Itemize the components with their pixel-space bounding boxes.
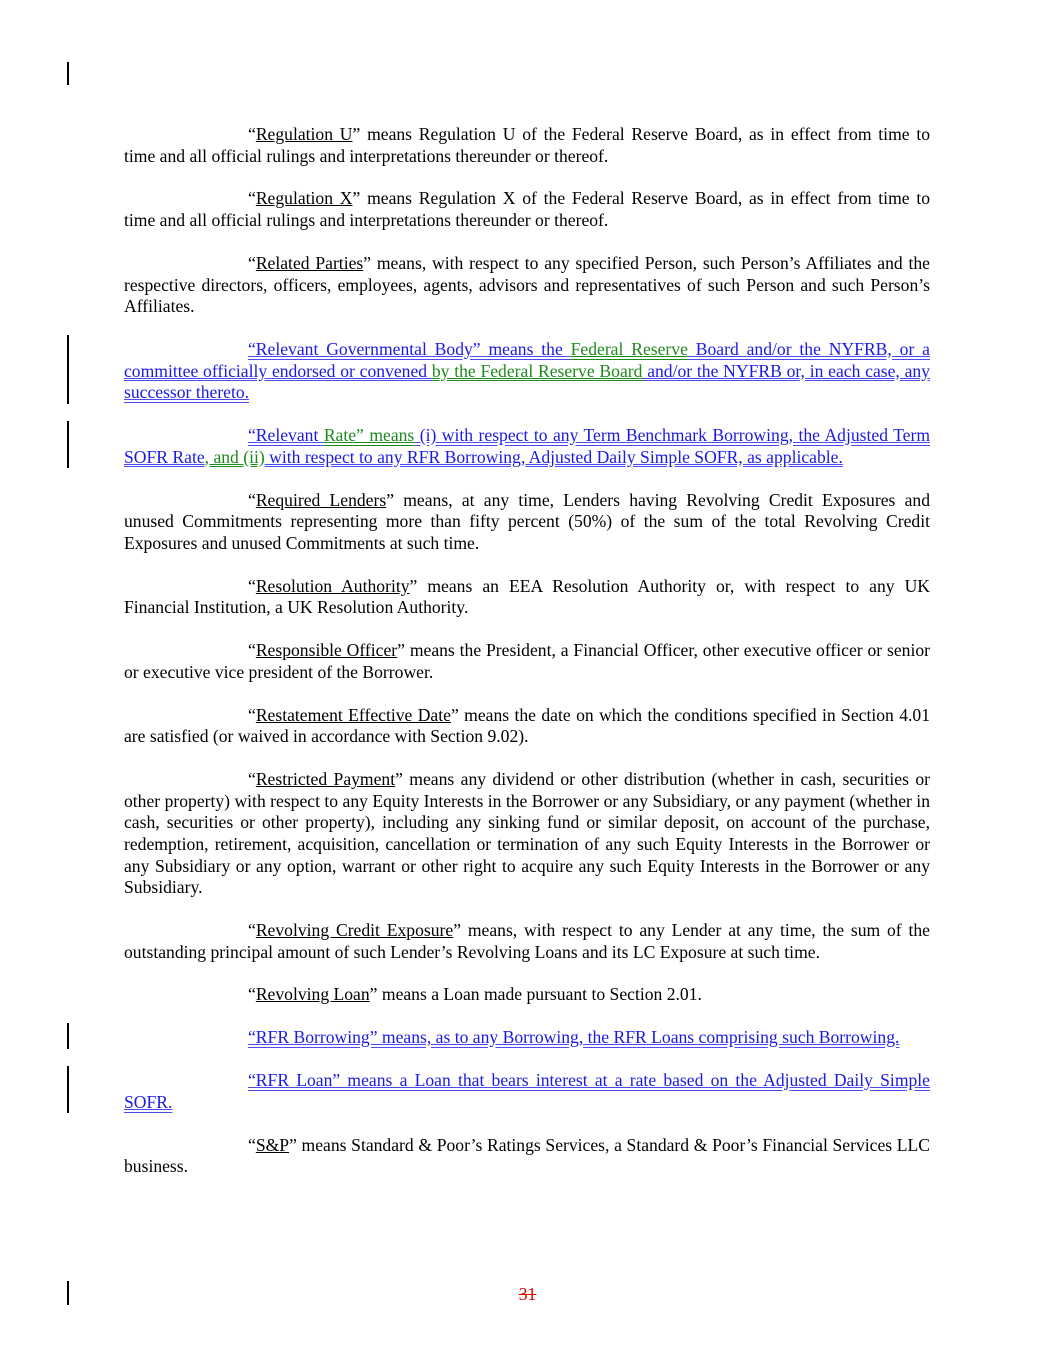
- definition-text: “: [248, 920, 256, 940]
- change-bar: [67, 421, 69, 468]
- inserted-text: “Relevant Governmental Body” means the: [248, 339, 571, 360]
- definition-text: ” means Standard & Poor’s Ratings Services, a Standard & Poor’s Financial Services LLC business.: [124, 1134, 930, 1177]
- definition-text: ” means the President, a Financial Officer, other executive officer or senior or executive vice president of the Borrower.: [124, 640, 930, 682]
- definition-paragraph: [124, 1135, 930, 1178]
- moved-text: , and (ii): [204, 446, 265, 467]
- definition-text: ” means an EEA Resolution Authority or, with respect to any UK Financial Institution, a UK Resolution Authority.: [124, 575, 930, 618]
- moved-text: Federal Reserve: [570, 339, 688, 360]
- definition-text: ” means Regulation U of the Federal Reserve Board, as in effect from time to time and all official rulings and interpretations thereunder or thereof.: [124, 124, 931, 166]
- definition-text: “: [248, 575, 256, 596]
- defined-term: Revolving Credit Exposure: [255, 920, 454, 940]
- moved-text: Rate” means: [323, 425, 415, 446]
- defined-term: Restricted Payment: [255, 769, 396, 790]
- definition-paragraph: [124, 984, 930, 1006]
- definition-text: ” means a Loan made pursuant to Section 2.01.: [369, 984, 702, 1005]
- definition-text: ” means, with respect to any specified Person, such Person’s Affiliates and the respective directors, officers, employees, agents, advisors and representatives of such Person and such Person’s Affiliates.: [124, 252, 930, 317]
- definition-paragraph: [124, 769, 930, 899]
- inserted-text: Board and/or the NYFRB, or a committee officially endorsed or convened: [124, 339, 930, 381]
- definition-paragraph: [124, 705, 930, 748]
- document-body: [124, 124, 930, 1199]
- inserted-text: “Relevant: [248, 425, 324, 446]
- page-number: 31: [518, 1284, 537, 1304]
- defined-term: Required Lenders: [255, 489, 387, 510]
- inserted-definition-paragraph: [124, 425, 930, 468]
- definition-text: “: [248, 489, 256, 510]
- definition-text: “: [248, 984, 256, 1005]
- inserted-text: with respect to any RFR Borrowing, Adjusted Daily Simple SOFR, as applicable.: [264, 446, 843, 467]
- definition-text: ” means, at any time, Lenders having Revolving Credit Exposures and unused Commitments representing more than fifty percent (50%) of the sum of the total Revolving Credit Exposures and unused Commitments at such time.: [124, 489, 930, 553]
- change-bar: [67, 335, 69, 404]
- definition-paragraph: [124, 490, 930, 555]
- moved-text: by the Federal Reserve Board: [431, 360, 643, 381]
- definition-text: “: [248, 188, 256, 209]
- inserted-text: “RFR Loan” means a Loan that bears interest at a rate based on the Adjusted Daily Simple SOFR.: [124, 1070, 930, 1112]
- defined-term: S&P: [255, 1134, 290, 1155]
- inserted-text: (i) with respect to any Term Benchmark Borrowing, the Adjusted Term SOFR Rate: [124, 425, 931, 467]
- defined-term: Responsible Officer: [255, 640, 398, 661]
- defined-term: Regulation U: [255, 124, 353, 144]
- inserted-text: and/or the NYFRB or, in each case, any successor thereto.: [124, 360, 930, 403]
- definition-text: “: [248, 769, 256, 790]
- inserted-definition-paragraph: [124, 1070, 930, 1113]
- change-bar-top: [67, 62, 69, 85]
- inserted-definition-paragraph: [124, 1027, 930, 1049]
- definition-text: “: [248, 252, 256, 273]
- definition-text: “: [248, 124, 256, 144]
- definition-text: “: [248, 704, 256, 725]
- definition-text: “: [248, 640, 256, 661]
- definition-paragraph: [124, 253, 930, 318]
- defined-term: Resolution Authority: [255, 575, 410, 596]
- inserted-definition-paragraph: [124, 339, 930, 404]
- definition-paragraph: [124, 188, 930, 231]
- definition-paragraph: [124, 124, 930, 167]
- definition-text: ” means any dividend or other distribution (whether in cash, securities or other property) with respect to any Equity Interests in the Borrower or any Subsidiary, or any payment (whether in cash, securities or other property), including any sinking fund or similar deposit, on account of the purchase, redemption, retirement, acquisition, cancellation or termination of any such Equity Interests in the Borrower or any Subsidiary or any option, warrant or other right to acquire any such Equity Interests in the Borrower or any Subsidiary.: [124, 769, 931, 898]
- defined-term: Regulation X: [255, 188, 353, 209]
- definition-text: “: [248, 1134, 256, 1155]
- definition-text: ” means, with respect to any Lender at any time, the sum of the outstanding principal amount of such Lender’s Revolving Loans and its LC Exposure at such time.: [124, 920, 930, 962]
- change-bar: [67, 1023, 69, 1049]
- definition-paragraph: [124, 576, 930, 619]
- definition-paragraph: [124, 640, 930, 683]
- defined-term: Restatement Effective Date: [255, 704, 451, 725]
- definition-paragraph: [124, 920, 930, 963]
- change-bar: [67, 1066, 69, 1113]
- definition-text: ” means Regulation X of the Federal Reserve Board, as in effect from time to time and all official rulings and interpretations thereunder or thereof.: [124, 188, 931, 231]
- defined-term: Revolving Loan: [255, 984, 370, 1005]
- definition-text: ” means the date on which the conditions specified in Section 4.01 are satisfied (or waived in accordance with Section 9.02).: [124, 704, 930, 747]
- inserted-text: “RFR Borrowing” means, as to any Borrowing, the RFR Loans comprising such Borrowing.: [248, 1027, 900, 1048]
- defined-term: Related Parties: [255, 252, 364, 273]
